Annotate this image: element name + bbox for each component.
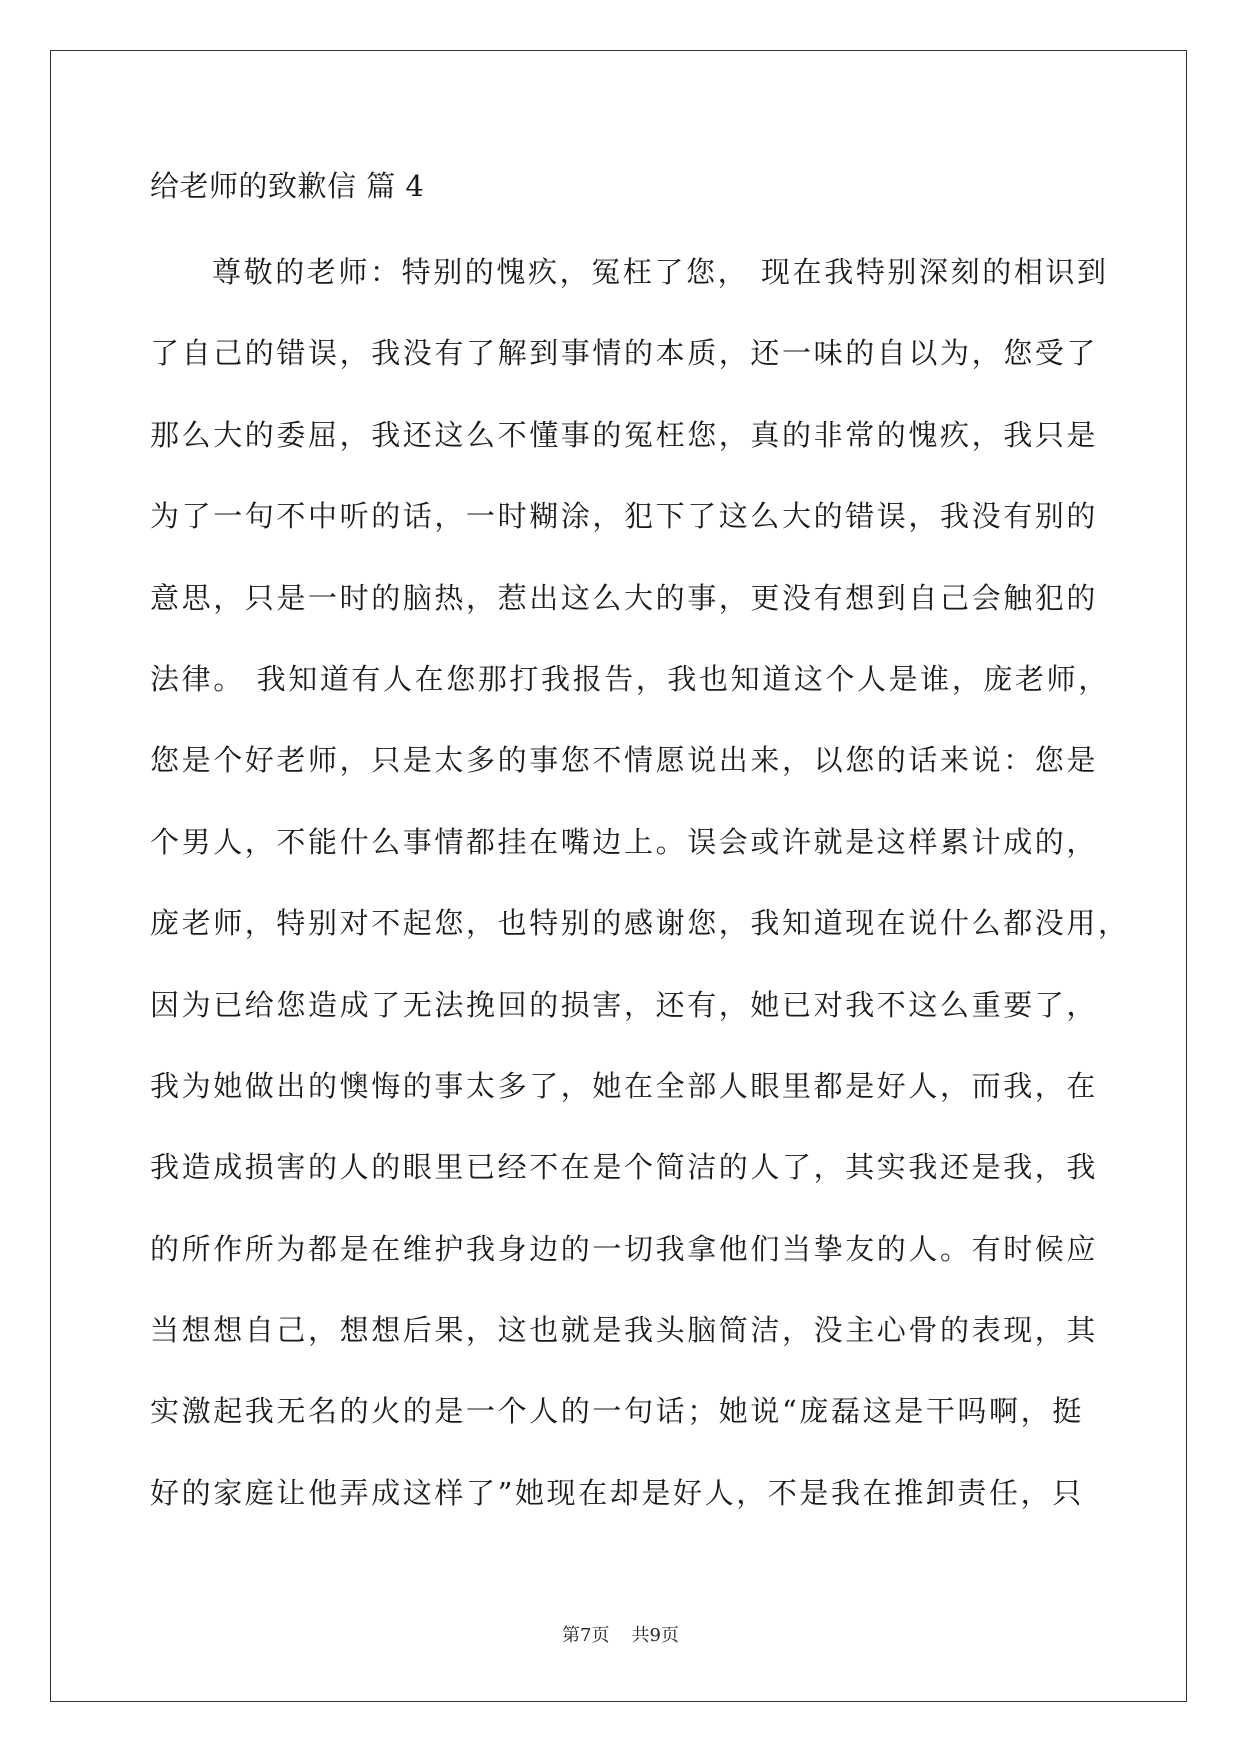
body-line: 的所作所为都是在维护我身边的一切我拿他们当挚友的人。有时候应 xyxy=(150,1231,1099,1266)
body-line: 我为她做出的懊悔的事太多了，她在全部人眼里都是好人，而我，在 xyxy=(150,1068,1099,1103)
body-line: 因为已给您造成了无法挽回的损害，还有，她已对我不这么重要了， xyxy=(150,987,1099,1022)
document-body xyxy=(150,252,1130,1554)
body-line: 您是个好老师，只是太多的事您不情愿说出来，以您的话来说：您是 xyxy=(150,743,1099,778)
current-page-label: 第7页 xyxy=(562,1625,610,1646)
body-line: 那么大的委屈，我还这么不懂事的冤枉您，真的非常的愧疚，我只是 xyxy=(150,417,1099,452)
body-line: 当想想自己，想想后果，这也就是我头脑简洁，没主心骨的表现，其 xyxy=(150,1313,1099,1348)
body-line: 好的家庭让他弄成这样了”她现在却是好人，不是我在推卸责任，只 xyxy=(150,1475,1084,1510)
body-line: 实激起我无名的火的是一个人的一句话；她说“庞磊这是干吗啊，挺 xyxy=(150,1394,1084,1429)
total-pages-label: 共9页 xyxy=(631,1625,679,1646)
body-line: 了自己的错误，我没有了解到事情的本质，还一味的自以为，您受了 xyxy=(150,336,1099,371)
body-line: 个男人，不能什么事情都挂在嘴边上。误会或许就是这样累计成的， xyxy=(150,824,1099,859)
body-line: 我造成损害的人的眼里已经不在是个简洁的人了，其实我还是我，我 xyxy=(150,1150,1099,1185)
page-footer xyxy=(0,1624,1241,1648)
body-line: 为了一句不中听的话，一时糊涂，犯下了这么大的错误，我没有别的 xyxy=(150,499,1099,534)
body-line: 意思，只是一时的脑热，惹出这么大的事，更没有想到自己会触犯的 xyxy=(150,580,1099,615)
body-line: 法律。 我知道有人在您那打我报告，我也知道这个人是谁，庞老师， xyxy=(150,661,1110,696)
body-line: 庞老师，特别对不起您，也特别的感谢您，我知道现在说什么都没用， xyxy=(150,906,1130,941)
document-heading: 给老师的致歉信 篇 4 xyxy=(150,169,425,203)
body-line: 尊敬的老师：特别的愧疚，冤枉了您， 现在我特别深刻的相识到 xyxy=(212,255,1109,289)
